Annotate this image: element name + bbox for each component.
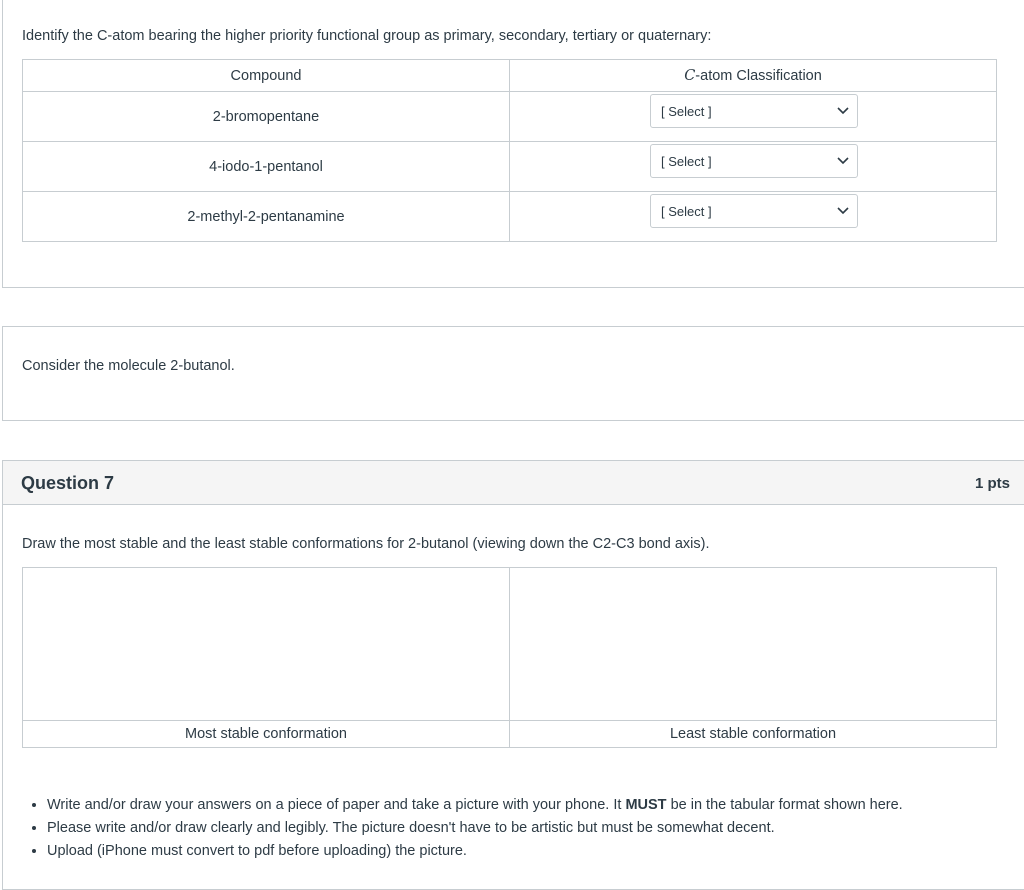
question-card-7 bbox=[2, 460, 1024, 890]
classification-header bbox=[510, 60, 997, 92]
text-card bbox=[2, 326, 1024, 421]
compound-cell: 4-iodo-1-pentanol bbox=[23, 142, 510, 192]
table-header-row bbox=[23, 60, 997, 92]
list-item: • Please write and/or draw clearly and legibly. The picture doesn't have to be artistic but must be somewhat decent. bbox=[47, 817, 903, 840]
most-stable-label: Most stable conformation bbox=[23, 721, 510, 748]
classification-select-2[interactable] bbox=[650, 144, 858, 178]
conformation-table bbox=[22, 567, 997, 748]
question-header bbox=[3, 461, 1024, 505]
text-prompt: Consider the molecule 2-butanol. bbox=[22, 358, 235, 374]
note-emphasis: MUST bbox=[625, 797, 667, 813]
select-value: [ Select ] bbox=[661, 154, 712, 169]
least-stable-label: Least stable conformation bbox=[510, 721, 997, 748]
table-row bbox=[23, 142, 997, 192]
table-row bbox=[23, 92, 997, 142]
classification-table bbox=[22, 59, 997, 242]
select-cell bbox=[510, 92, 997, 142]
classification-select-3[interactable] bbox=[650, 194, 858, 228]
matching-prompt: Identify the C-atom bearing the higher priority functional group as primary, secondary, tertiary or quaternary: bbox=[22, 28, 712, 44]
note-text: be in the tabular format shown here. bbox=[666, 797, 903, 813]
compound-cell: 2-methyl-2-pentanamine bbox=[23, 192, 510, 242]
question-prompt: Draw the most stable and the least stable conformations for 2-butanol (viewing down the C2-C3 bond axis). bbox=[22, 536, 710, 552]
drawing-row bbox=[23, 568, 997, 721]
most-stable-drawing-cell bbox=[23, 568, 510, 721]
list-item: • Upload (iPhone must convert to pdf before uploading) the picture. bbox=[47, 840, 903, 863]
table-row bbox=[23, 192, 997, 242]
question-card-matching bbox=[2, 0, 1024, 288]
select-cell bbox=[510, 192, 997, 242]
chevron-down-icon bbox=[837, 107, 849, 115]
select-value: [ Select ] bbox=[661, 104, 712, 119]
compound-header: Compound bbox=[23, 60, 510, 92]
chevron-down-icon bbox=[837, 207, 849, 215]
compound-cell: 2-bromopentane bbox=[23, 92, 510, 142]
select-value: [ Select ] bbox=[661, 204, 712, 219]
c-italic: C bbox=[684, 67, 696, 84]
chevron-down-icon bbox=[837, 157, 849, 165]
list-item bbox=[47, 794, 903, 817]
select-cell bbox=[510, 142, 997, 192]
note-text: Write and/or draw your answers on a piece of paper and take a picture with your phone. It bbox=[47, 797, 626, 813]
label-row bbox=[23, 721, 997, 748]
question-title: Question 7 bbox=[21, 473, 115, 493]
least-stable-drawing-cell bbox=[510, 568, 997, 721]
classification-header-text: -atom Classification bbox=[695, 67, 822, 84]
instructions-list bbox=[27, 794, 903, 863]
question-points: 1 pts bbox=[975, 475, 1011, 492]
classification-select-1[interactable] bbox=[650, 94, 858, 128]
